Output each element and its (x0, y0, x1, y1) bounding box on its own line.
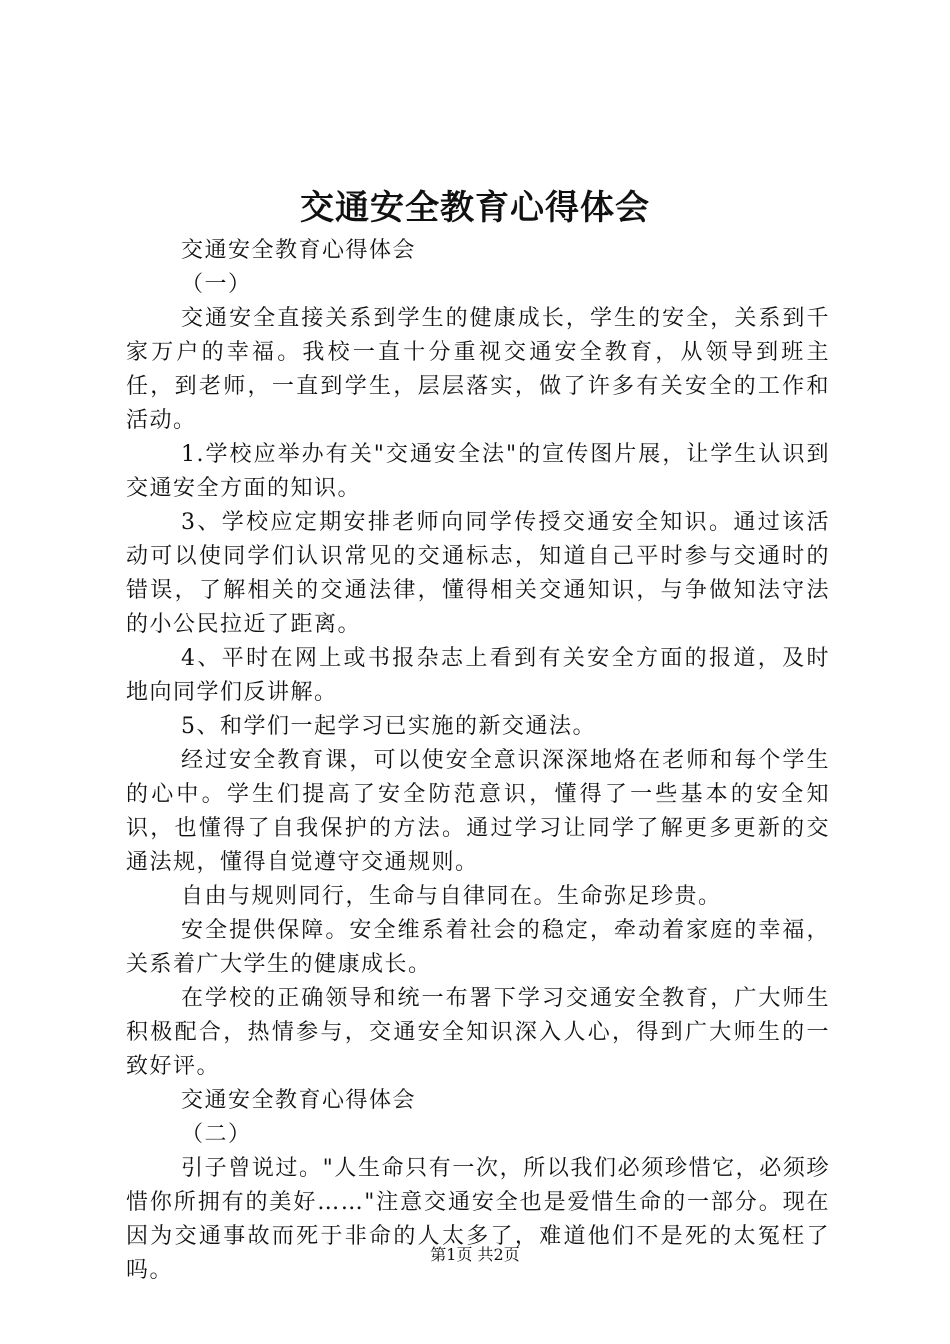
document-title: 交通安全教育心得体会 (300, 188, 650, 228)
page-footer: 第1页 共2页 (430, 1245, 520, 1264)
paragraph-subtitle-1: 交通安全教育心得体会 (181, 238, 417, 263)
paragraph: 经过安全教育课，可以使安全意识深深地烙在老师和每个学生的心中。学生们提高了安全防范意识，懂得了一些基本的安全知识，也懂得了自我保护的方法。通过学习让同学了解更多更新的交通法规，懂得自觉遵守交通规则。 (126, 748, 830, 875)
paragraph: 在学校的正确领导和统一布署下学习交通安全教育，广大师生积极配合，热情参与，交通安全知识深入人心，得到广大师生的一致好评。 (126, 986, 830, 1079)
paragraph: 5、和学们一起学习已实施的新交通法。 (181, 714, 596, 739)
paragraph: 4、平时在网上或书报杂志上看到有关安全方面的报道，及时地向同学们反讲解。 (126, 646, 830, 705)
paragraph: 3、学校应定期安排老师向同学传授交通安全知识。通过该活动可以使同学们认识常见的交通标志，知道自己平时参与交通时的错误，了解相关的交通法律，懂得相关交通知识，与争做知法守法的小公民拉近了距离。 (126, 510, 830, 637)
paragraph-section-2: （二） (181, 1122, 252, 1147)
paragraph: 1.学校应举办有关"交通安全法"的宣传图片展，让学生认识到交通安全方面的知识。 (126, 442, 830, 501)
paragraph: 交通安全直接关系到学生的健康成长，学生的安全，关系到千家万户的幸福。我校一直十分重视交通安全教育，从领导到班主任，到老师，一直到学生，层层落实，做了许多有关安全的工作和活动。 (126, 306, 830, 433)
paragraph: 引子曾说过。"人生命只有一次，所以我们必须珍惜它，必须珍惜你所拥有的美好……"注意交通安全也是爱惜生命的一部分。现在因为交通事故而死于非命的人太多了，难道他们不是死的太冤枉了吗。 (126, 1156, 830, 1283)
paragraph: 安全提供保障。安全维系着社会的稳定，牵动着家庭的幸福，关系着广大学生的健康成长。 (126, 918, 830, 977)
paragraph: 自由与规则同行，生命与自律同在。生命弥足珍贵。 (181, 884, 722, 909)
document-body (126, 234, 830, 1288)
paragraph-section-1: （一） (181, 272, 252, 297)
paragraph-subtitle-2: 交通安全教育心得体会 (181, 1088, 417, 1113)
